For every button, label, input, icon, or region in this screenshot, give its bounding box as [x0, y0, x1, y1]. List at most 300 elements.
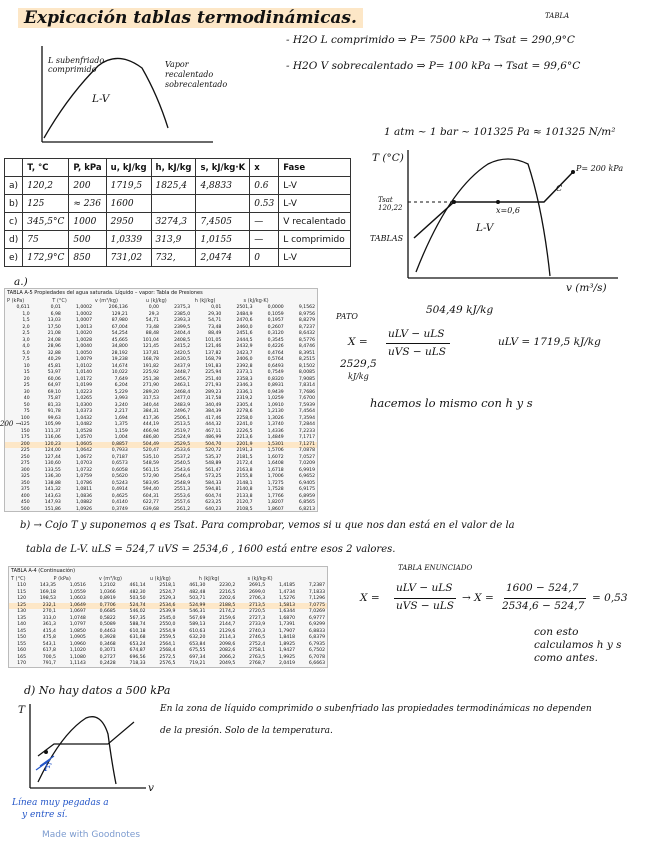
table-cell: 345,5°C: [23, 213, 69, 231]
scan-cell: 561,47: [205, 467, 222, 473]
scan-cell: 639,68: [142, 506, 159, 512]
scan-cell: 384,31: [142, 409, 159, 414]
scan-cell: 1,0300: [75, 402, 93, 408]
scan-cell: 67,004: [111, 324, 128, 330]
scan-cell: 143,63: [44, 493, 61, 499]
scan-cell: 121,46: [205, 344, 222, 349]
part-d-sketch: [16, 704, 156, 804]
scan-cell: 32,88: [47, 350, 61, 356]
scan-cell: 251,38: [142, 376, 159, 382]
scan-cell: 6,204: [114, 383, 128, 388]
scan-cell: 1,0013: [75, 324, 93, 330]
formula-numerator: uLV − uLS: [388, 328, 445, 340]
scan-cell: 2543,6: [174, 467, 191, 473]
scan-cell: 415,4: [42, 628, 56, 634]
scan-cell: 0,00: [148, 305, 159, 310]
scan-cell: 444,19: [142, 422, 159, 427]
scan-cell: 2163,8: [236, 467, 253, 473]
scan-cell: 2529,3: [159, 596, 176, 601]
scan-cell: 271,90: [142, 383, 159, 388]
scan-b-caption: TABLA A-4 (Continuación): [11, 568, 76, 574]
scan-cell: 604,31: [142, 493, 159, 499]
table-cell: 4,8833: [196, 177, 250, 195]
scan-cell: 6,9777: [308, 615, 325, 621]
part-a-label: a.): [14, 276, 28, 288]
table-row: [5, 249, 351, 267]
scan-cell: 75: [23, 409, 30, 414]
scan-cell: 2230,2: [219, 583, 236, 588]
scan-cell: 7,4564: [298, 409, 315, 414]
scan-cell: 45,665: [111, 337, 128, 343]
scan-cell: 73,48: [145, 324, 159, 330]
scan-cell: 486,99: [205, 435, 222, 440]
scan-cell: 6,8565: [298, 500, 315, 505]
tabla-enunciado-tag: TABLA ENUNCIADO: [398, 564, 473, 572]
scan-cell: 0,6573: [111, 461, 128, 466]
scan-cell: 137,82: [205, 350, 222, 356]
scan-cell: 2691,5: [249, 583, 266, 588]
scan-cell: 2420,5: [174, 350, 191, 356]
scan-cell: 10: [23, 363, 30, 369]
scan-cell: 1,0910: [267, 402, 284, 408]
scan-cell: 7,0775: [297, 603, 327, 610]
scan-cell: 275: [20, 461, 30, 466]
table-cell: 172,9°C: [23, 249, 69, 267]
scan-cell: 2358,3: [236, 376, 253, 382]
scan-cell: 250: [20, 454, 30, 460]
scan-cell: 0,1059: [267, 311, 284, 317]
scan-group-header: P (kPa): [7, 298, 25, 304]
scan-cell: 6,8213: [298, 506, 315, 512]
scan-cell: 136,30: [44, 474, 61, 479]
table-cell: 1600: [106, 195, 151, 213]
scan-cell: 155: [17, 641, 27, 647]
scan-cell: 300: [20, 467, 30, 473]
scan-cell: 2241,0: [236, 422, 253, 427]
scan-cell: 6,8959: [298, 493, 315, 499]
scan-cell: 17,50: [47, 324, 61, 330]
scan-cell: 6,7502: [308, 648, 325, 653]
scan-cell: 88,49: [208, 331, 222, 336]
scan-cell: 0,4140: [111, 500, 128, 505]
scan-cell: 0,4463: [99, 628, 116, 634]
scan-cell: 151,86: [44, 506, 61, 512]
scan-cell: 115: [17, 589, 27, 595]
table-cell: 500: [69, 231, 106, 249]
scan-cell: 141,32: [44, 487, 61, 492]
uvs-unit: kJ/kg: [348, 372, 369, 381]
scan-cell: 2,217: [114, 409, 128, 414]
scan-cell: 34,800: [111, 344, 128, 349]
scan-cell: 313,0: [42, 615, 56, 621]
scan-cell: 486,80: [142, 435, 159, 440]
scan-cell: 116,06: [44, 435, 61, 440]
scan-cell: 2415,2: [174, 344, 191, 349]
part-d-axis-t: T: [18, 704, 26, 716]
scan-cell: 535,10: [142, 454, 159, 460]
b-calc-den: 2534,6 − 524,7: [502, 600, 585, 612]
blue-note-1: Línea muy pegadas a: [12, 798, 109, 808]
scan-cell: 2108,5: [236, 506, 253, 512]
scan-cell: 2,0: [22, 324, 30, 330]
scan-cell: 2181,5: [236, 454, 253, 460]
scan-cell: 2148,1: [236, 480, 253, 486]
scan-cell: 400: [20, 493, 30, 499]
scan-cell: 289,20: [142, 389, 159, 395]
scan-cell: 0,5822: [99, 615, 116, 621]
scan-cell: 175: [20, 435, 30, 440]
scan-cell: 7,0878: [298, 448, 315, 453]
scan-cell: 2430,5: [174, 357, 191, 362]
ulv-result: uLV = 1719,5 kJ/kg: [498, 336, 601, 348]
scan-cell: 138,88: [44, 480, 61, 486]
scan-cell: 1,0199: [75, 383, 93, 388]
scan-cell: 719,21: [189, 661, 206, 666]
scan-cell: 2524,7: [159, 589, 176, 595]
scan-group-header: u (kJ/kg): [145, 298, 167, 304]
scan-cell: 2213,6: [236, 435, 253, 440]
scan-cell: 467,11: [205, 428, 222, 434]
scan-cell: 623,25: [205, 500, 222, 505]
scan-cell: 2550,0: [159, 622, 176, 627]
scan-cell: 503,71: [189, 596, 206, 601]
scan-group-header: T (°C): [11, 576, 26, 582]
scan-cell: 127,44: [44, 454, 61, 460]
scan-group-header: h (kJ/kg): [198, 576, 220, 582]
scan-cell: 504,70: [192, 442, 223, 449]
scan-cell: 791,7: [42, 661, 56, 666]
scan-cell: 1,0007: [75, 318, 93, 323]
scan-cell: 0,3749: [111, 506, 128, 512]
scan-cell: 2216,5: [219, 589, 236, 595]
scan-cell: 133,55: [44, 467, 61, 473]
scan-cell: 88,48: [145, 331, 159, 336]
scan-cell: 2699,0: [249, 589, 266, 595]
table-row: [5, 231, 351, 249]
scan-cell: 1,2102: [99, 583, 116, 588]
scan-cell: 8,4746: [298, 344, 315, 349]
scan-cell: 2551,3: [174, 487, 191, 492]
scan-cell: 520,72: [205, 448, 222, 453]
scan-cell: 1,0797: [69, 622, 86, 627]
scan-cell: 640,23: [205, 506, 222, 512]
scan-cell: 631,68: [129, 635, 146, 640]
uvs-value: 2529,5: [340, 358, 377, 370]
page-title: Expicación tablas termodinámicas.: [18, 8, 363, 28]
table-cell: 1719,5: [106, 177, 151, 195]
scan-cell: 69,10: [47, 389, 61, 395]
scan-cell: 2529,5: [161, 442, 192, 449]
formula-x-eq: X =: [348, 336, 368, 348]
scan-cell: 1,0366: [99, 589, 116, 595]
scan-cell: 1,0759: [75, 474, 93, 479]
scan-cell: 1,4185: [278, 583, 296, 588]
scan-cell: 14,674: [111, 363, 128, 369]
scan-cell: 0,2428: [99, 661, 116, 666]
scan-cell: 1,0373: [75, 409, 93, 414]
scan-group-header: v (m³/kg): [98, 576, 122, 582]
table-cell: 2950: [106, 213, 151, 231]
scan-cell: 1,0642: [75, 448, 93, 453]
isobar-end-point: [571, 170, 575, 174]
scan-cell: 130: [17, 609, 27, 614]
scan-cell: 475,8: [42, 635, 56, 640]
scan-cell: 2066,2: [219, 654, 236, 660]
scan-cell: 7,5: [22, 357, 30, 362]
scan-cell: 53,97: [47, 370, 61, 375]
scan-cell: 40: [23, 396, 30, 401]
scan-cell: 1,0528: [75, 428, 93, 434]
atm-conversion: 1 atm ~ 1 bar ~ 101325 Pa ≈ 101325 N/m²: [384, 126, 616, 138]
ts-tablas-label: TABLAS: [370, 234, 404, 243]
note-line-2: - H2O V sobrecalentado ⇒ P= 100 kPa → Tsat = 99,6°C: [286, 60, 581, 72]
part-a-note: hacemos lo mismo con h y s: [370, 396, 533, 410]
scan-cell: 2540,5: [174, 461, 191, 466]
table-cell: [196, 195, 250, 213]
scan-cell: 0,5764: [267, 357, 284, 362]
scan-cell: 2746,5: [249, 635, 266, 640]
scan-cell: 1,6072: [267, 454, 284, 460]
scan-cell: 150: [17, 635, 27, 640]
scan-cell: 1,7528: [267, 487, 284, 492]
scan-cell: 340,44: [142, 402, 159, 408]
properties-table: [4, 158, 351, 267]
scan-cell: 1,5813: [267, 603, 297, 610]
scan-cell: 1,4734: [278, 589, 296, 595]
scan-cell: 2226,5: [236, 428, 253, 434]
scan-cell: 0,3928: [99, 635, 116, 640]
scan-cell: 130,60: [44, 461, 61, 466]
scan-cell: 0,2607: [267, 324, 284, 330]
scan-cell: 2706,3: [249, 596, 266, 601]
scan-cell: 1,7766: [267, 493, 284, 499]
scan-cell: 168,78: [142, 357, 159, 362]
part-b-note: con esto calculamos h y s como antes.: [534, 626, 622, 664]
scan-cell: 1,159: [114, 428, 128, 434]
table-cell: 0.6: [250, 177, 279, 195]
scan-cell: 675,55: [189, 648, 206, 653]
scan-cell: 2114,3: [219, 635, 236, 640]
scan-cell: 361,3: [42, 622, 56, 627]
scan-cell: 482,48: [189, 589, 206, 595]
scan-cell: 6,8833: [308, 628, 325, 634]
scan-cell: 2191,3: [236, 448, 253, 453]
scan-cell: 2546,4: [174, 474, 191, 479]
scan-cell: 461,30: [189, 583, 206, 588]
scan-cell: 2537,2: [174, 454, 191, 460]
scan-cell: 567,35: [129, 615, 146, 621]
scan-cell: 1,0140: [75, 370, 93, 375]
scan-cell: 29,3: [148, 311, 159, 317]
scan-cell: 2319,2: [236, 396, 253, 401]
scan-cell: 54,71: [208, 318, 222, 323]
scan-cell: 2763,5: [249, 654, 266, 660]
scan-cell: 1,0259: [267, 396, 284, 401]
scan-cell: 2513,5: [174, 422, 191, 427]
scan-cell: 198,53: [39, 596, 56, 601]
scan-cell: 8,0085: [298, 370, 315, 375]
sat-liquid-point: [452, 200, 456, 204]
scan-cell: 1,0079: [75, 357, 93, 362]
scan-cell: 0,4764: [267, 350, 284, 356]
scan-cell: 0,7549: [267, 370, 284, 375]
ts-c-label: C: [556, 184, 563, 193]
table-cell: 200: [69, 177, 106, 195]
scan-cell: 1,5: [22, 318, 30, 323]
scan-cell: 1,7907: [278, 628, 296, 634]
scan-cell: 145: [17, 628, 27, 634]
scan-cell: 120,23: [32, 442, 63, 449]
table-cell: 850: [69, 249, 106, 267]
scan-cell: 1,0905: [69, 635, 86, 640]
scan-cell: 2554,9: [159, 628, 176, 634]
scan-cell: 1,0703: [75, 461, 93, 466]
scan-cell: 19,238: [111, 357, 128, 362]
scan-cell: 317,58: [205, 396, 222, 401]
scan-cell: 548,59: [142, 461, 159, 466]
scan-cell: 8,7237: [298, 324, 315, 330]
scan-cell: 289,23: [205, 389, 222, 395]
scan-cell: 2,5: [22, 331, 30, 336]
ts-tsat-label: Tsat 120,22: [378, 196, 403, 212]
scan-cell: 2768,7: [249, 661, 266, 666]
scan-cell: 169,18: [39, 589, 56, 595]
scan-group-header: s (kJ/kg·K): [247, 576, 273, 582]
scan-cell: 7,5939: [298, 402, 315, 408]
scan-cell: 0,8320: [267, 376, 284, 382]
scan-cell: 584,33: [205, 480, 222, 486]
scan-cell: 137,81: [142, 350, 159, 356]
scan-group-header: s (kJ/kg·K): [243, 298, 269, 304]
scan-cell: 1,0603: [69, 596, 86, 601]
scan-cell: 2404,4: [174, 331, 191, 336]
scan-cell: 2727,3: [249, 615, 266, 621]
scan-cell: 1,9925: [278, 654, 296, 660]
table-cell: 3274,3: [151, 213, 196, 231]
scan-cell: 674,87: [129, 648, 146, 653]
table-cell: L-V: [279, 195, 351, 213]
scan-cell: 8,5776: [298, 337, 315, 343]
scan-cell: 2533,6: [174, 448, 191, 453]
scan-cell: 1,0786: [75, 480, 93, 486]
scan-group-header: h (kJ/kg): [194, 298, 216, 304]
scan-cell: 206,136: [108, 305, 128, 310]
scan-cell: 0,4625: [111, 493, 128, 499]
scan-cell: 8,8279: [298, 318, 315, 323]
table-cell: b): [5, 195, 23, 213]
scan-cell: 8,1502: [298, 363, 315, 369]
scan-cell: 1,7275: [267, 480, 284, 486]
scan-cell: 2098,6: [219, 641, 236, 647]
scan-cell: 45,81: [47, 363, 61, 369]
scan-cell: 0,6493: [267, 363, 284, 369]
scan-cell: 0,611: [16, 305, 30, 310]
table-cell: 732,: [151, 249, 196, 267]
scan-cell: 6,9299: [308, 622, 325, 627]
b-calc-num: 1600 − 524,7: [506, 582, 579, 594]
scan-cell: 0,01: [211, 305, 222, 310]
scan-cell: 7,0527: [298, 454, 315, 460]
ts-x-label: v (m³/s): [566, 282, 607, 294]
sketch-vapor-label: Vapor recalentado sobrecalentado: [165, 60, 228, 89]
scan-cell: 610,63: [189, 628, 206, 634]
table-row: [5, 195, 351, 213]
scan-cell: 325: [20, 474, 30, 479]
scan-cell: 0,4226: [267, 344, 284, 349]
scan-cell: 2534,6: [148, 603, 178, 610]
scan-cell: 0,9439: [267, 389, 284, 395]
scan-cell: 461,14: [129, 583, 146, 588]
scan-cell: 2392,8: [236, 363, 253, 369]
scan-cell: 653,84: [189, 641, 206, 647]
point-f: [44, 750, 48, 754]
scan-cell: 1,2130: [267, 409, 284, 414]
scan-cell: 2159,6: [219, 615, 236, 621]
scan-cell: 7,9085: [298, 376, 315, 382]
scan-cell: 5,229: [114, 389, 128, 395]
scan-cell: 2451,6: [236, 331, 253, 336]
scan-cell: 125: [9, 603, 28, 610]
scan-cell: 1,3026: [267, 415, 284, 421]
scan-cell: 140: [17, 622, 27, 627]
scan-cell: 125: [20, 422, 30, 427]
scan-cell: 1,0882: [75, 500, 93, 505]
pressure-table-scan: [4, 288, 318, 512]
table-cell: c): [5, 213, 23, 231]
scan-cell: 7,1833: [308, 589, 325, 595]
scan-cell: 2524,9: [174, 435, 191, 440]
scan-cell: 7,2233: [298, 428, 315, 434]
scan-cell: 2437,9: [174, 363, 191, 369]
scan-cell: 251,40: [205, 376, 222, 382]
scan-cell: 21,08: [47, 331, 61, 336]
scan-cell: 561,15: [142, 467, 159, 473]
scan-cell: 604,74: [205, 493, 222, 499]
table-cell: L comprimido: [279, 231, 351, 249]
scan-cell: 2129,6: [219, 628, 236, 634]
table-cell: a): [5, 177, 23, 195]
scan-cell: 143,35: [39, 583, 56, 588]
scan-cell: 100: [20, 415, 30, 421]
scan-cell: 30: [23, 389, 30, 395]
scan-cell: 520,47: [142, 448, 159, 453]
scan-cell: 29,30: [208, 311, 222, 317]
scan-cell: 588,74: [129, 622, 146, 627]
scan-cell: 1,4849: [267, 435, 284, 440]
scan-cell: 0,1957: [267, 318, 284, 323]
scan-cell: 105,99: [44, 422, 61, 427]
scan-cell: 1,0002: [75, 305, 93, 310]
scan-cell: 191,83: [205, 363, 222, 369]
scan-cell: 87,980: [111, 318, 128, 323]
table-cell: 1,0339: [106, 231, 151, 249]
scan-cell: 225: [20, 448, 30, 453]
scan-cell: 2758,1: [249, 648, 266, 653]
scan-cell: 0,3545: [267, 337, 284, 343]
scan-cell: 384,39: [205, 409, 222, 414]
scan-cell: 1,7006: [267, 474, 284, 479]
goodnotes-watermark: Made with Goodnotes: [42, 830, 141, 840]
formula-tag: PATO: [336, 312, 358, 321]
scan-cell: 0,4914: [111, 487, 128, 492]
scan-cell: 2733,9: [249, 622, 266, 627]
scan-cell: 340,49: [205, 402, 222, 408]
scan-cell: 594,40: [142, 487, 159, 492]
scan-cell: 482,30: [129, 589, 146, 595]
table-cell: 7,4505: [196, 213, 250, 231]
scan-cell: 1,0850: [69, 628, 86, 634]
b-formula-den: uVS − uLS: [396, 600, 454, 612]
